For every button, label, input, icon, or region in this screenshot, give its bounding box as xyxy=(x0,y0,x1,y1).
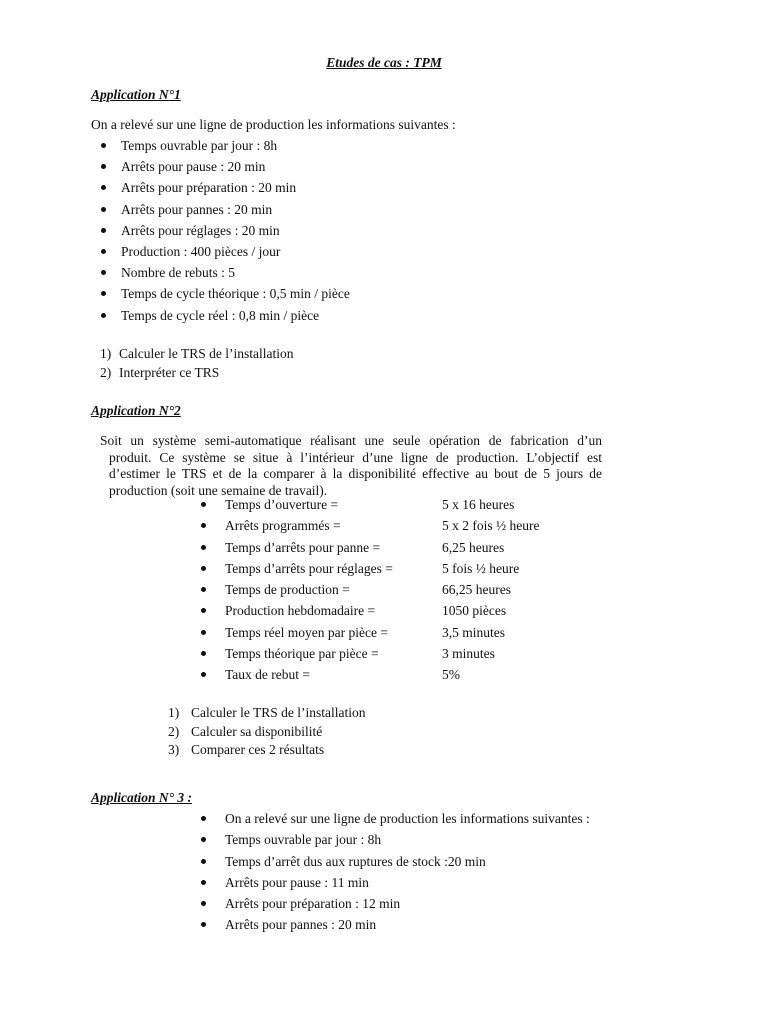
bullet-icon xyxy=(201,859,206,864)
bullet-icon xyxy=(201,816,206,821)
bullet-icon xyxy=(201,587,206,592)
document-page: Etudes de cas : TPM Application N°1 On a relevé sur une ligne de production les informations suivantes : Temps ouvrable par jour : 8h Arrêts pour pause : 20 min Arrêts pour préparation : 20 min Arrêts pour pannes : 20 min Arrêts pour réglages : 20 min Production : 400 pièces / jour Nombre de rebuts : 5 Temps de cycle théorique : 0,5 min / pièce Temps de cycle réel : 0,8 min / pièce 1) Calculer le TRS de l’installation 2) Interpréter ce TRS Application N°2 Soit un système semi-automatique réalisant une seule opération de fabrication d’un produit. Ce système se situe à l’intérieur d’une ligne de production. L’objectif est d’estimer le TRS et de la comparer à la disponibilité effective au bout de 5 jours de production (soit une semaine de travail). Temps d’ouverture = 5 x 16 heures Arrêts programmés = 5 x 2 fois ½ heure Temps d’arrêts pour panne = 6,25 heures Temps d’arrêts pour réglages = 5 fois ½ heure Temps de production = 66,25 heures Production hebdomadaire = 1050 pièces Temps réel moyen par pièce = 3,5 minutes Temps théorique par pièce = 3 minutes Taux de rebut = 5% 1) Calculer le TRS de l’installation 2) Calculer sa disponibilité 3) Comparer ces 2 résultats Application N° 3 : On a relevé sur une ligne de production les informations suivantes : Temps ouvrable par jour : 8h Temps d’arrêt dus aux ruptures de stock :20 min Arrêts pour pause : 11 min Arrêts pour préparation : 12 min Arrêts pour pannes : 20 min xyxy=(0,0,768,1024)
app2-heading: Application N°2 xyxy=(91,403,181,418)
bullet-icon xyxy=(201,901,206,906)
bullet-icon xyxy=(201,922,206,927)
bullet-icon xyxy=(201,880,206,885)
bullet-icon xyxy=(201,630,206,635)
bullet-icon xyxy=(101,228,106,233)
bullet-icon xyxy=(201,837,206,842)
bullet-icon xyxy=(101,207,106,212)
bullet-icon xyxy=(101,185,106,190)
bullet-icon xyxy=(201,672,206,677)
app3-heading: Application N° 3 : xyxy=(91,790,193,805)
bullet-icon xyxy=(201,502,206,507)
bullet-icon xyxy=(201,566,206,571)
app1-heading: Application N°1 xyxy=(91,87,181,102)
bullet-icon xyxy=(101,270,106,275)
bullet-icon xyxy=(101,291,106,296)
app1-intro: On a relevé sur une ligne de production les informations suivantes : xyxy=(91,117,456,132)
bullet-icon xyxy=(201,523,206,528)
document-title: Etudes de cas : TPM xyxy=(326,55,442,70)
bullet-icon xyxy=(101,249,106,254)
bullet-icon xyxy=(201,651,206,656)
bullet-icon xyxy=(201,545,206,550)
bullet-icon xyxy=(101,313,106,318)
bullet-icon xyxy=(101,143,106,148)
bullet-icon xyxy=(201,608,206,613)
bullet-icon xyxy=(101,164,106,169)
app2-paragraph: Soit un système semi-automatique réalisant une seule opération de fabrication d’un produit. Ce système se situe à l’intérieur d’une ligne de production. L’objectif est d’estimer le TRS et de la comparer à la disponibilité effective au bout de 5 jours de production (soit une semaine de travail). xyxy=(100,433,602,498)
